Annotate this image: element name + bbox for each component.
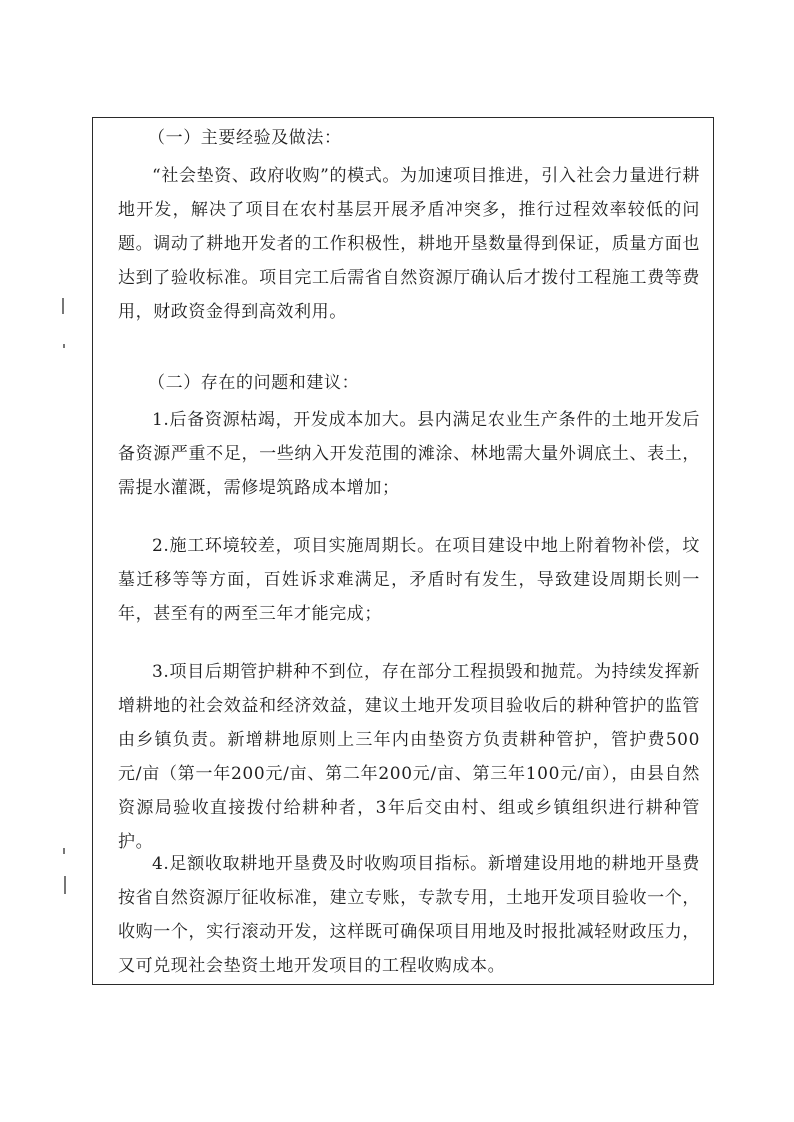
- paragraph-model: “社会垫资、政府收购”的模式。为加速项目推进，引入社会力量进行耕地开发，解决了项目在农村基层开展矛盾冲突多，推行过程效率较低的问题。调动了耕地开发者的工作积极性，耕地开垦数量得到保证，质量方面也达到了验收标准。项目完工后需省自然资源厅确认后才拨付工程施工费等费用，财政资金得到高效利用。: [118, 166, 700, 322]
- scan-mark: [62, 298, 64, 314]
- problem-item-4: 4.足额收取耕地开垦费及时收购项目指标。新增建设用地的耕地开垦费按省自然资源厅征收标准，建立专账，专款专用，土地开发项目验收一个，收购一个，实行滚动开发，这样既可确保项目用地及时报批减轻财政压力，又可兑现社会垫资土地开发项目的工程收购成本。: [118, 854, 700, 976]
- problem-item-3: 3.项目后期管护耕种不到位，存在部分工程损毁和抛荒。为持续发挥新增耕地的社会效益和经济效益，建议土地开发项目验收后的耕种管护的监管由乡镇负责。新增耕地原则上三年内由垫资方负责耕种管护，管护费500元/亩（第一年200元/亩、第二年200元/亩、第三年100元/亩），由县自然资源局验收直接拨付给耕种者，3年后交由村、组或乡镇组织进行耕种管护。: [118, 662, 700, 852]
- section-heading-problems: （二）存在的问题和建议：: [148, 373, 360, 393]
- scan-mark: [63, 848, 65, 854]
- scan-mark: [63, 344, 65, 348]
- problem-item-2: 2.施工环境较差，项目实施周期长。在项目建设中地上附着物补偿，坟墓迁移等等方面，百姓诉求难满足，矛盾时有发生，导致建设周期长则一年，甚至有的两至三年才能完成；: [118, 536, 700, 624]
- section-heading-experience: （一）主要经验及做法：: [148, 128, 342, 148]
- problem-item-1: 1.后备资源枯竭，开发成本加大。县内满足农业生产条件的土地开发后备资源严重不足，一些纳入开发范围的滩涂、林地需大量外调底土、表土，需提水灌溉，需修堤筑路成本增加；: [118, 410, 700, 498]
- scan-mark: [64, 876, 66, 894]
